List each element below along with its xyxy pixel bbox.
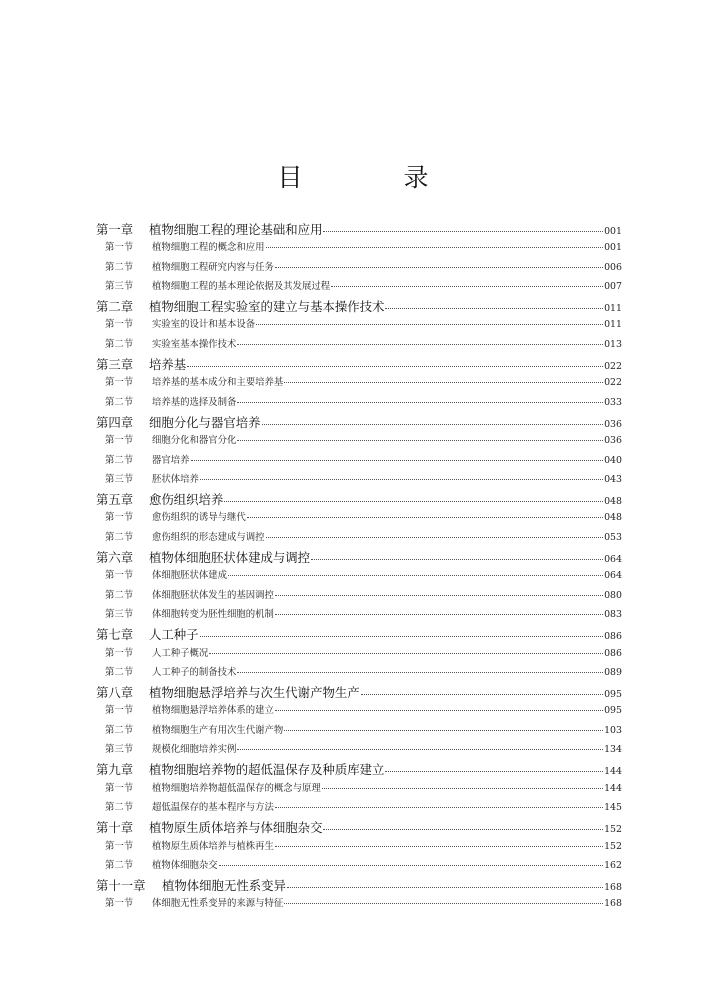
toc-entry-title: 植物细胞生产有用次生代谢产物	[152, 724, 284, 736]
toc-entry-number: 第三节	[105, 280, 134, 292]
toc-entry-title: 人工种子的制备技术	[152, 666, 237, 678]
toc-entry-page-number: 144	[604, 766, 622, 778]
toc-entry-number: 第二节	[105, 531, 134, 543]
toc-entry-number: 第二节	[105, 801, 134, 813]
toc-entry-number: 第一节	[105, 840, 134, 852]
toc-section-entry[interactable]	[96, 432, 622, 451]
toc-entry-number: 第二节	[105, 589, 134, 601]
toc-entry-number: 第二节	[105, 859, 134, 871]
toc-entry-title: 愈伤组织的形态建成与调控	[152, 531, 265, 543]
toc-chapter-entry[interactable]	[96, 683, 622, 702]
dot-leader	[262, 423, 604, 425]
dot-leader	[275, 845, 603, 847]
toc-entry-number: 第一节	[105, 377, 134, 389]
toc-entry-number: 第一节	[105, 435, 134, 447]
dot-leader	[311, 558, 603, 560]
dot-leader	[200, 478, 603, 480]
toc-chapter-entry[interactable]	[96, 876, 622, 895]
dot-leader	[284, 381, 603, 383]
toc-entry-title: 植物细胞悬浮培养体系的建立	[152, 705, 274, 717]
toc-entry-page-number: 011	[604, 303, 622, 315]
dot-leader	[247, 516, 603, 518]
toc-entry-number: 第十一章	[96, 878, 146, 894]
toc-entry-title: 植物原生质体培养与植株再生	[152, 840, 274, 852]
toc-entry-number: 第一节	[105, 898, 134, 910]
toc-entry-number: 第三节	[105, 608, 134, 620]
dot-leader	[385, 307, 603, 309]
dot-leader	[323, 230, 603, 232]
toc-section-entry[interactable]	[96, 780, 622, 799]
toc-entry-title: 植物细胞工程的基本理论依据及其发展过程	[152, 280, 331, 292]
toc-entry-title: 植物细胞工程的概念和应用	[152, 242, 265, 254]
toc-entry-number: 第三节	[105, 744, 134, 756]
dot-leader	[287, 886, 603, 888]
toc-entry-number: 第二节	[105, 261, 134, 273]
dot-leader	[237, 343, 603, 345]
dot-leader	[275, 613, 603, 615]
toc-entry-title: 超低温保存的基本程序与方法	[152, 801, 274, 813]
toc-entry-title: 体细胞无性系变异的来源与特征	[152, 898, 284, 910]
toc-section-entry[interactable]	[96, 587, 622, 606]
toc-section-entry[interactable]	[96, 239, 622, 258]
toc-entry-number: 第二节	[105, 666, 134, 678]
toc-entry-title: 植物细胞工程研究内容与任务	[152, 261, 274, 273]
toc-section-entry[interactable]	[96, 316, 622, 335]
toc-entry-page-number: 095	[604, 705, 622, 717]
toc-entry-title: 愈伤组织培养	[149, 492, 224, 508]
dot-leader	[237, 671, 603, 673]
toc-entry-page-number: 168	[604, 898, 622, 910]
toc-section-entry[interactable]	[96, 452, 622, 471]
toc-entry-title: 植物细胞培养物的超低温保存及种质库建立	[149, 762, 385, 778]
toc-entry-title: 愈伤组织的诱导与继代	[152, 512, 246, 524]
toc-section-entry[interactable]	[96, 529, 622, 548]
toc-entry-page-number: 134	[604, 744, 622, 756]
toc-entry-title: 植物体细胞胚状体建成与调控	[149, 550, 311, 566]
toc-entry-title: 人工种子概况	[152, 647, 209, 659]
toc-entry-title: 人工种子	[149, 627, 199, 643]
toc-entry-page-number: 036	[604, 435, 622, 447]
toc-entry-number: 第一节	[105, 647, 134, 659]
toc-entry-page-number: 145	[604, 801, 622, 813]
toc-entry-number: 第一节	[105, 319, 134, 331]
toc-entry-page-number: 001	[604, 226, 622, 237]
toc-entry-page-number: 103	[604, 724, 622, 736]
toc-section-entry[interactable]	[96, 606, 622, 625]
toc-section-entry[interactable]	[96, 857, 622, 876]
toc-entry-page-number: 001	[604, 242, 622, 254]
toc-entry-page-number: 089	[604, 666, 622, 678]
toc-chapter-entry[interactable]	[96, 220, 622, 239]
toc-entry-number: 第二节	[105, 396, 134, 408]
dot-leader	[323, 828, 603, 830]
toc-entry-page-number: 048	[604, 496, 622, 508]
toc-entry-title: 胚状体培养	[152, 473, 199, 485]
toc-entry-title: 体细胞胚状体建成	[152, 570, 228, 582]
dot-leader	[275, 709, 603, 711]
dot-leader	[237, 748, 603, 750]
toc-entry-title: 细胞分化和器官分化	[152, 435, 237, 447]
toc-entry-page-number: 022	[604, 377, 622, 389]
toc-entry-page-number: 013	[604, 338, 622, 350]
toc-entry-number: 第一节	[105, 512, 134, 524]
toc-entry-page-number: 040	[604, 454, 622, 466]
dot-leader	[275, 806, 603, 808]
toc-section-entry[interactable]	[96, 838, 622, 857]
toc-entry-page-number: 152	[604, 840, 622, 852]
toc-entry-number: 第五章	[96, 492, 134, 508]
dot-leader	[224, 500, 603, 502]
toc-entry-title: 实验室基本操作技术	[152, 338, 237, 350]
toc-entry-title: 体细胞胚状体发生的基因调控	[152, 589, 274, 601]
toc-entry-page-number: 086	[604, 647, 622, 659]
toc-entry-page-number: 080	[604, 589, 622, 601]
toc-entry-page-number: 036	[604, 418, 622, 430]
toc-entry-title: 规模化细胞培养实例	[152, 744, 237, 756]
toc-section-entry[interactable]	[96, 799, 622, 818]
dot-leader	[200, 635, 604, 637]
toc-entry-title: 器官培养	[152, 454, 190, 466]
toc-section-entry[interactable]	[96, 278, 622, 297]
toc-section-entry[interactable]	[96, 567, 622, 586]
toc-entry-page-number: 152	[604, 824, 622, 836]
toc-chapter-entry[interactable]	[96, 297, 622, 316]
toc-entry-page-number: 095	[604, 689, 622, 701]
toc-entry-page-number: 086	[604, 631, 622, 643]
toc-entry-number: 第二节	[105, 338, 134, 350]
toc-entry-number: 第四章	[96, 414, 134, 430]
page-title: 目 录	[277, 163, 467, 192]
toc-entry-page-number: 043	[604, 473, 622, 485]
toc-chapter-entry[interactable]	[96, 355, 622, 374]
toc-entry-page-number: 064	[604, 570, 622, 582]
toc-entry-page-number: 022	[604, 361, 622, 373]
dot-leader	[385, 770, 603, 772]
toc-entry-page-number: 006	[604, 261, 622, 273]
toc-section-entry[interactable]	[96, 394, 622, 413]
toc-entry-title: 培养基的选择及制备	[152, 396, 237, 408]
toc-entry-number: 第九章	[96, 762, 134, 778]
toc-section-entry[interactable]	[96, 509, 622, 528]
toc-entry-title: 实验室的设计和基本设备	[152, 319, 256, 331]
toc-entry-number: 第三节	[105, 473, 134, 485]
dot-leader	[237, 401, 603, 403]
toc-section-entry[interactable]	[96, 259, 622, 278]
dot-leader	[209, 652, 603, 654]
dot-leader	[266, 246, 604, 248]
toc-entry-title: 植物体细胞杂交	[152, 859, 218, 871]
toc-section-entry[interactable]	[96, 702, 622, 721]
toc-entry-page-number: 064	[604, 554, 622, 566]
toc-entry-number: 第一节	[105, 705, 134, 717]
toc-section-entry[interactable]	[96, 374, 622, 393]
toc-entry-page-number: 033	[604, 396, 622, 408]
toc-entry-page-number: 007	[604, 280, 622, 292]
table-of-contents	[96, 220, 622, 915]
dot-leader	[237, 439, 603, 441]
toc-entry-page-number: 011	[604, 319, 622, 331]
toc-entry-page-number: 168	[604, 882, 622, 894]
dot-leader	[331, 285, 603, 287]
dot-leader	[322, 787, 603, 789]
toc-entry-title: 细胞分化与器官培养	[149, 414, 261, 430]
toc-entry-number: 第七章	[96, 627, 134, 643]
toc-entry-title: 植物细胞悬浮培养与次生代谢产物生产	[149, 685, 360, 701]
toc-entry-page-number: 162	[604, 859, 622, 871]
dot-leader	[275, 266, 603, 268]
toc-entry-number: 第二节	[105, 724, 134, 736]
toc-chapter-entry[interactable]	[96, 625, 622, 644]
dot-leader	[266, 536, 604, 538]
dot-leader	[219, 864, 603, 866]
toc-entry-title: 培养基的基本成分和主要培养基	[152, 377, 284, 389]
toc-entry-number: 第八章	[96, 685, 134, 701]
toc-entry-number: 第一节	[105, 570, 134, 582]
toc-entry-page-number: 144	[604, 782, 622, 794]
toc-section-entry[interactable]	[96, 471, 622, 490]
toc-entry-title: 体细胞转变为胚性细胞的机制	[152, 608, 274, 620]
dot-leader	[187, 365, 603, 367]
dot-leader	[275, 594, 603, 596]
toc-entry-number: 第一章	[96, 222, 134, 237]
toc-entry-title: 植物体细胞无性系变异	[162, 878, 286, 894]
toc-entry-title: 培养基	[149, 357, 187, 373]
toc-entry-title: 植物细胞工程的理论基础和应用	[149, 222, 323, 237]
toc-section-entry[interactable]	[96, 664, 622, 683]
dot-leader	[361, 693, 603, 695]
toc-entry-number: 第三章	[96, 357, 134, 373]
toc-entry-number: 第一节	[105, 242, 134, 254]
toc-section-entry[interactable]	[96, 336, 622, 355]
toc-entry-page-number: 083	[604, 608, 622, 620]
dot-leader	[228, 574, 603, 576]
toc-section-entry[interactable]	[96, 895, 622, 914]
toc-entry-page-number: 048	[604, 512, 622, 524]
dot-leader	[256, 323, 603, 325]
toc-section-entry[interactable]	[96, 741, 622, 760]
dot-leader	[284, 902, 603, 904]
toc-entry-number: 第十章	[96, 820, 134, 836]
dot-leader	[191, 459, 604, 461]
toc-entry-number: 第六章	[96, 550, 134, 566]
toc-entry-number: 第二章	[96, 299, 134, 315]
toc-entry-title: 植物细胞工程实验室的建立与基本操作技术	[149, 299, 385, 315]
toc-chapter-entry[interactable]	[96, 760, 622, 779]
toc-chapter-entry[interactable]	[96, 490, 622, 509]
toc-section-entry[interactable]	[96, 645, 622, 664]
toc-entry-number: 第二节	[105, 454, 134, 466]
toc-entry-title: 植物原生质体培养与体细胞杂交	[149, 820, 323, 836]
toc-section-entry[interactable]	[96, 722, 622, 741]
dot-leader	[284, 729, 603, 731]
toc-entry-title: 植物细胞培养物超低温保存的概念与原理	[152, 782, 321, 794]
toc-chapter-entry[interactable]	[96, 818, 622, 837]
toc-chapter-entry[interactable]	[96, 548, 622, 567]
toc-chapter-entry[interactable]	[96, 413, 622, 432]
toc-entry-number: 第一节	[105, 782, 134, 794]
toc-entry-page-number: 053	[604, 531, 622, 543]
